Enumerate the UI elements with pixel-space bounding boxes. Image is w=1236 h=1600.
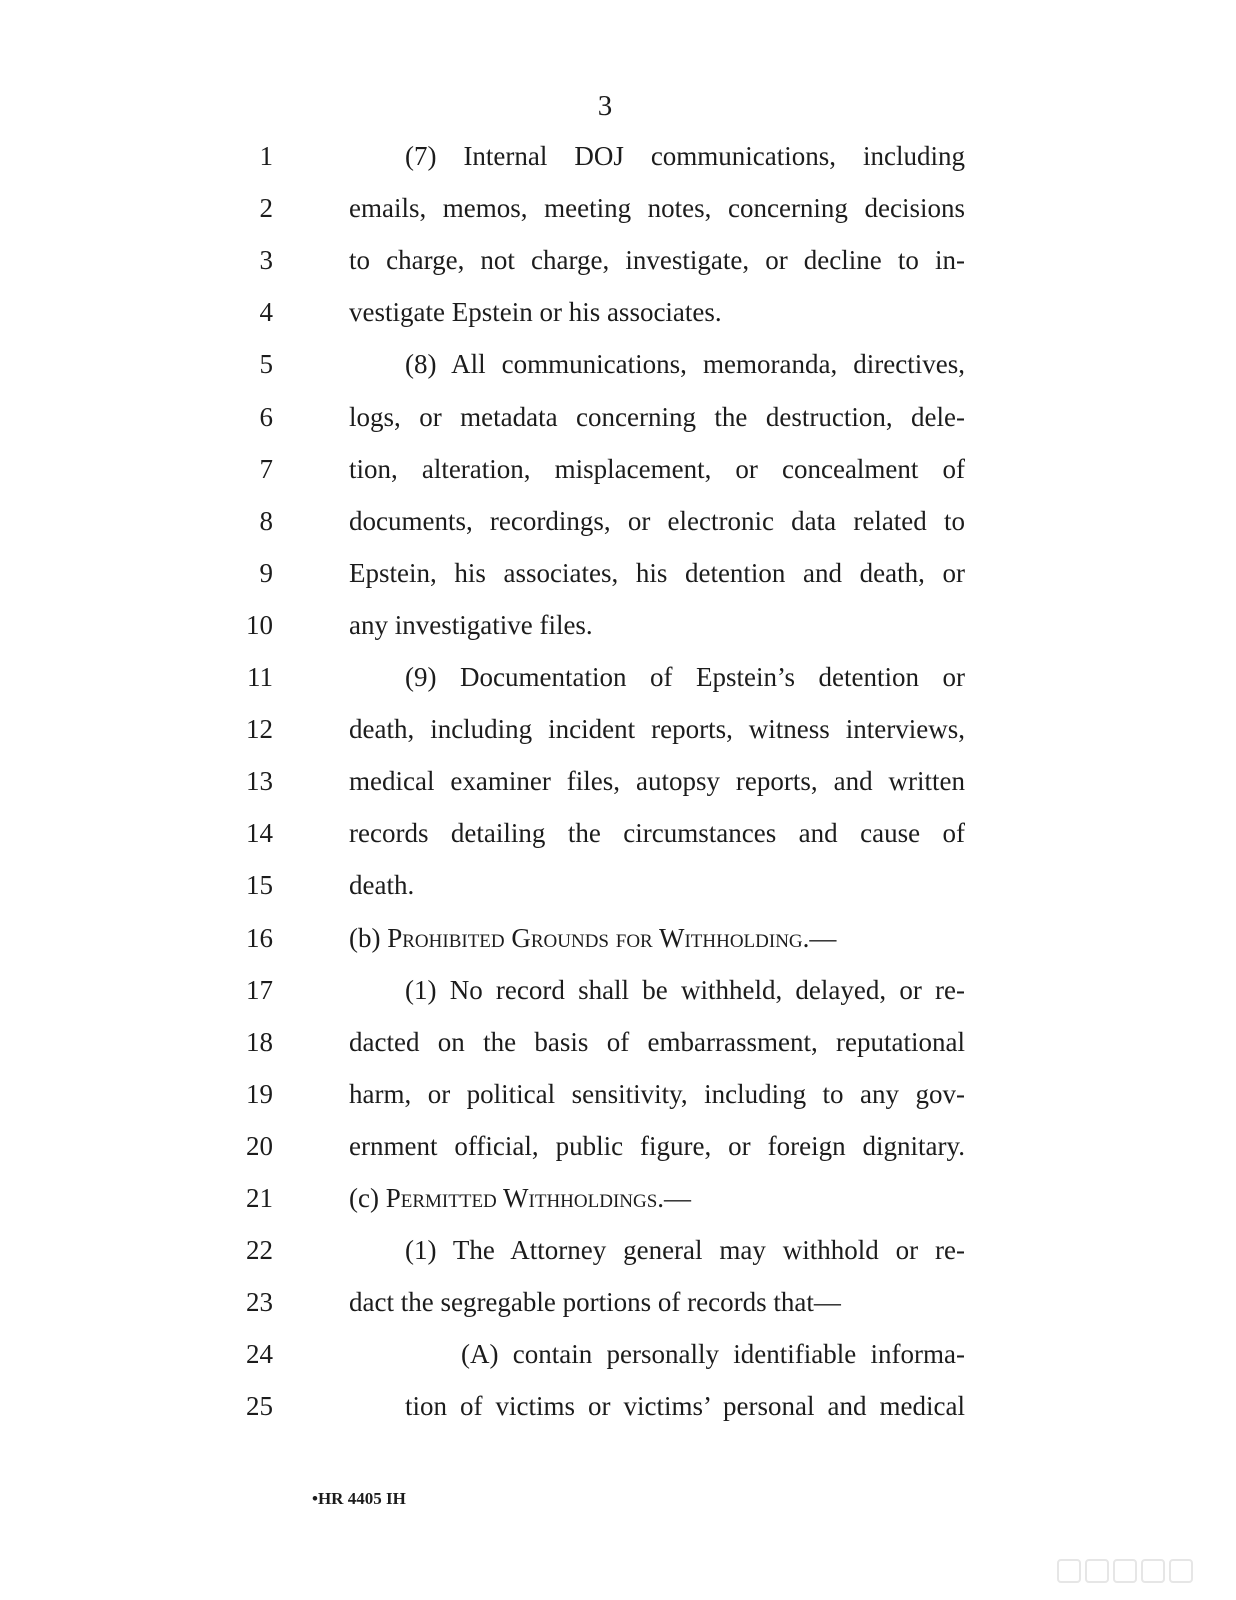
line-number: 10	[246, 609, 273, 640]
line-text: (7) Internal DOJ communications, including	[405, 141, 965, 171]
text-line	[0, 501, 1236, 541]
section-label: (b)	[349, 922, 381, 953]
bill-identifier: •HR 4405 IH	[312, 1489, 406, 1508]
line-text: to charge, not charge, investigate, or decline to in-	[349, 245, 965, 276]
line-text: any investigative files.	[349, 609, 593, 640]
line-number: 12	[246, 714, 273, 745]
text-line	[0, 1022, 1236, 1062]
line-text: records detailing the circumstances and cause of	[349, 818, 965, 849]
text-line	[0, 605, 1236, 645]
line-number: 2	[259, 193, 273, 224]
line-number: 7	[259, 453, 273, 484]
line-number: 20	[246, 1130, 273, 1161]
text-line	[0, 761, 1236, 801]
line-text: death.	[349, 870, 415, 901]
line-number: 24	[246, 1339, 273, 1370]
line-text: medical examiner files, autopsy reports, and written	[349, 766, 965, 797]
line-text: death, including incident reports, witness interviews,	[349, 714, 965, 745]
line-number: 23	[246, 1287, 273, 1318]
line-number: 1	[259, 141, 273, 171]
line-text: ernment official, public figure, or foreign dignitary.	[349, 1130, 965, 1161]
line-text: (A) contain personally identifiable informa-	[461, 1339, 965, 1370]
text-line	[0, 657, 1236, 697]
text-line	[0, 1386, 1236, 1426]
page-number: 3	[597, 90, 613, 122]
line-text: logs, or metadata concerning the destruction, dele-	[349, 401, 965, 432]
text-line	[0, 865, 1236, 905]
text-line	[0, 344, 1236, 384]
text-line	[0, 709, 1236, 749]
text-line	[0, 553, 1236, 593]
text-line	[0, 1334, 1236, 1374]
text-line	[0, 813, 1236, 853]
line-text: Epstein, his associates, his detention and death, or	[349, 557, 965, 588]
line-number: 6	[259, 401, 273, 432]
line-number: 18	[246, 1026, 273, 1057]
corner-watermark-icon	[1056, 1556, 1206, 1586]
line-text: harm, or political sensitivity, including to any gov-	[349, 1078, 965, 1109]
text-line	[0, 188, 1236, 228]
text-line	[0, 1074, 1236, 1114]
line-text: (1) The Attorney general may withhold or re-	[405, 1235, 965, 1266]
section-heading	[349, 918, 836, 958]
text-line	[0, 240, 1236, 280]
line-text: (1) No record shall be withheld, delayed, or re-	[405, 974, 965, 1005]
line-number: 3	[259, 245, 273, 276]
section-heading	[349, 1178, 691, 1218]
line-text: tion of victims or victims’ personal and medical	[405, 1391, 965, 1422]
line-number: 19	[246, 1078, 273, 1109]
line-number: 16	[246, 922, 273, 953]
text-line	[0, 136, 1236, 176]
line-number: 15	[246, 870, 273, 901]
line-number: 4	[259, 297, 273, 328]
section-label: (c)	[349, 1183, 379, 1213]
text-line	[0, 1230, 1236, 1270]
line-number: 9	[259, 557, 273, 588]
text-line	[0, 292, 1236, 332]
line-number: 22	[246, 1235, 273, 1266]
text-line	[0, 397, 1236, 437]
line-text: (9) Documentation of Epstein’s detention or	[405, 662, 965, 692]
line-text: vestigate Epstein or his associates.	[349, 297, 722, 328]
line-number: 25	[246, 1391, 273, 1422]
line-number: 5	[259, 349, 273, 380]
section-title: Permitted Withholdings.—	[385, 1183, 692, 1213]
line-number: 13	[246, 766, 273, 797]
line-number: 11	[247, 662, 273, 692]
text-line	[0, 1178, 1236, 1218]
line-number: 14	[246, 818, 273, 849]
line-number: 21	[246, 1183, 273, 1213]
text-line	[0, 449, 1236, 489]
line-text: tion, alteration, misplacement, or concealment of	[349, 453, 965, 484]
line-number: 8	[259, 505, 273, 536]
section-title: Prohibited Grounds for Withholding.—	[387, 922, 837, 953]
text-line	[0, 918, 1236, 958]
line-text: dacted on the basis of embarrassment, reputational	[349, 1026, 965, 1057]
text-line	[0, 1126, 1236, 1166]
text-line	[0, 1282, 1236, 1322]
line-text: (8) All communications, memoranda, directives,	[405, 349, 965, 380]
line-text: emails, memos, meeting notes, concerning decisions	[349, 193, 965, 224]
line-text: dact the segregable portions of records that—	[349, 1287, 841, 1318]
line-number: 17	[246, 974, 273, 1005]
text-line	[0, 970, 1236, 1010]
line-text: documents, recordings, or electronic data related to	[349, 505, 965, 536]
